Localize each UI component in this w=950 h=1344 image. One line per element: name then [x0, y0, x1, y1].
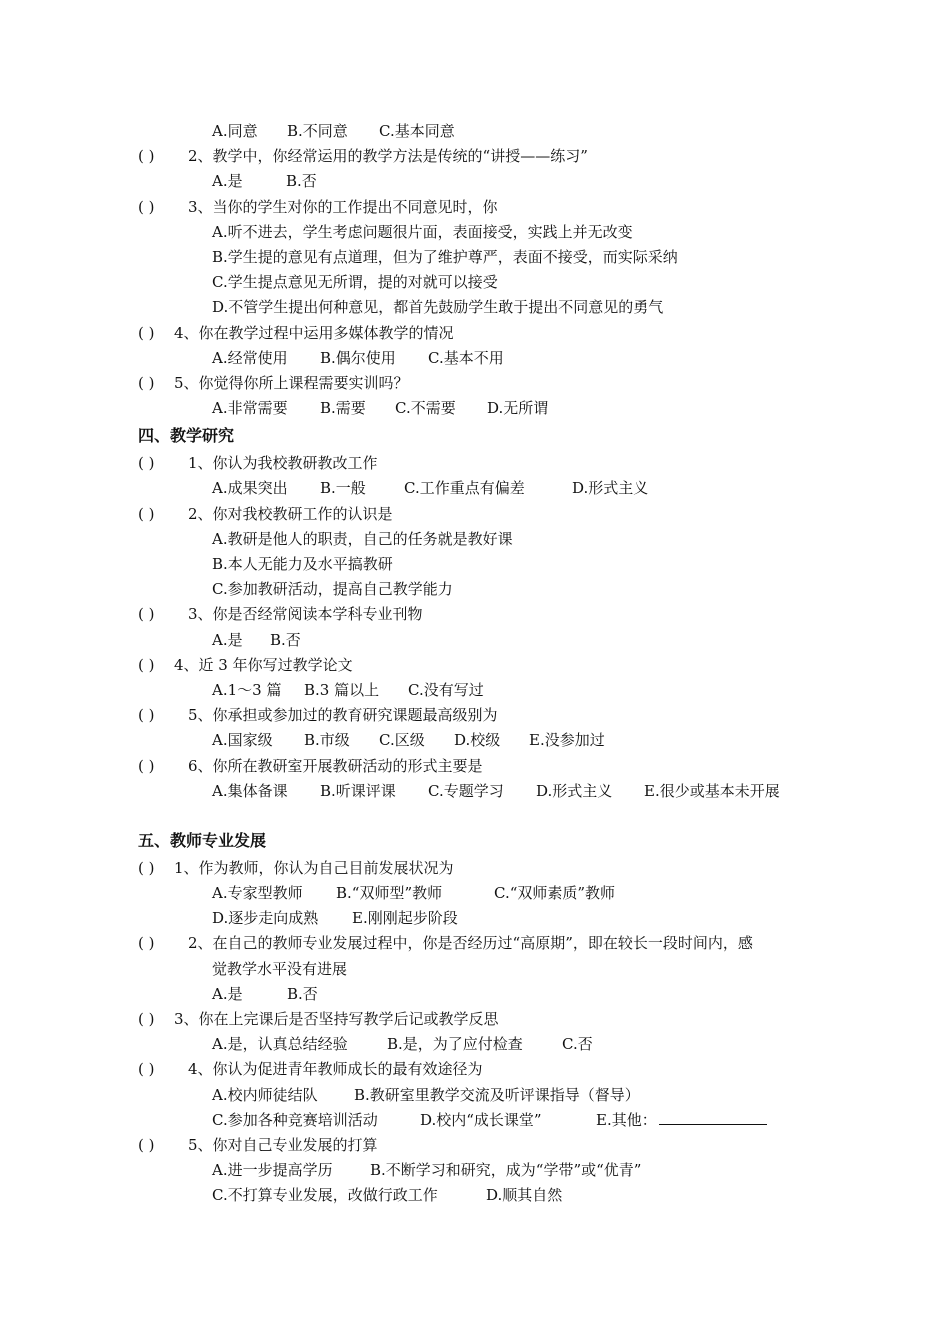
question-line — [138, 321, 838, 346]
options-line — [138, 1183, 838, 1208]
question-line — [138, 602, 838, 627]
answer-parentheses[interactable]: ( ) — [138, 756, 155, 775]
options-line — [138, 476, 838, 501]
answer-parentheses[interactable]: ( ) — [138, 373, 155, 392]
answer-parentheses[interactable]: ( ) — [138, 454, 155, 473]
option: D.逐步走向成熟 — [212, 909, 319, 928]
answer-parentheses[interactable]: ( ) — [138, 323, 155, 342]
option: A.听不进去，学生考虑问题很片面，表面接受，实践上并无改变 — [212, 222, 633, 241]
options-line — [138, 169, 838, 194]
option: A.是 — [212, 172, 243, 191]
option: C.工作重点有偏差 — [404, 479, 525, 498]
option: B.偶尔使用 — [320, 348, 396, 367]
answer-parentheses[interactable]: ( ) — [138, 706, 155, 725]
option: D.不管学生提出何种意见，都首先鼓励学生敢于提出不同意见的勇气 — [212, 298, 664, 317]
option: E.没参加过 — [529, 731, 605, 750]
option: D.校级 — [454, 731, 501, 750]
option: C.学生提点意见无所谓，提的对就可以接受 — [212, 273, 498, 292]
options-line — [138, 1108, 838, 1133]
questionnaire-page — [138, 119, 838, 1209]
option: B.“双师型”教师 — [336, 884, 443, 903]
option: C.参加教研活动，提高自己教学能力 — [212, 580, 453, 599]
question-line — [138, 856, 838, 881]
answer-parentheses[interactable]: ( ) — [138, 147, 155, 166]
question-line — [138, 371, 838, 396]
options-line — [138, 119, 838, 144]
option: B.不断学习和研究，成为“学带”或“优青” — [370, 1161, 642, 1180]
options-line — [138, 396, 838, 421]
option: C.参加各种竞赛培训活动 — [212, 1110, 378, 1129]
option: B.否 — [287, 984, 318, 1003]
question-line — [138, 1007, 838, 1032]
option: B.听课评课 — [320, 781, 396, 800]
answer-parentheses[interactable]: ( ) — [138, 934, 155, 953]
question-text: 3、你是否经常阅读本学科专业刊物 — [188, 605, 423, 624]
option: A.同意 — [212, 122, 258, 140]
options-line — [138, 906, 838, 931]
options-line — [138, 1032, 838, 1057]
option: A.国家级 — [212, 731, 273, 750]
option: B.是，为了应付检查 — [387, 1035, 523, 1054]
fill-in-blank[interactable] — [659, 1110, 767, 1125]
option: D.校内“成长课堂” — [420, 1110, 542, 1129]
question-text: 4、你认为促进青年教师成长的最有效途径为 — [188, 1060, 483, 1079]
option: A.是 — [212, 630, 243, 649]
option: C.基本同意 — [379, 122, 455, 140]
option: A.1～3 篇 — [212, 680, 282, 699]
question-line — [138, 144, 838, 169]
question-line — [138, 195, 838, 220]
question-text: 1、你认为我校教研教改工作 — [188, 454, 378, 473]
answer-parentheses[interactable]: ( ) — [138, 655, 155, 674]
option: E.刚刚起步阶段 — [352, 909, 458, 928]
option: B.一般 — [320, 479, 366, 498]
option: D.顺其自然 — [486, 1186, 563, 1205]
option: D.形式主义 — [572, 479, 649, 498]
option: C.否 — [562, 1035, 593, 1054]
question-text-continued: 觉教学水平没有进展 — [212, 959, 348, 978]
question-line — [138, 653, 838, 678]
spacer — [138, 804, 838, 826]
option: A.教研是他人的职责，自己的任务就是教好课 — [212, 529, 513, 548]
question-line — [138, 451, 838, 476]
option: D.形式主义 — [536, 781, 613, 800]
question-text: 5、你对自己专业发展的打算 — [188, 1135, 378, 1154]
option: D.无所谓 — [487, 399, 549, 418]
option: C.区级 — [379, 731, 425, 750]
question-text: 5、你承担或参加过的教育研究课题最高级别为 — [188, 706, 498, 725]
options-line — [138, 728, 838, 753]
answer-parentheses[interactable]: ( ) — [138, 504, 155, 523]
answer-parentheses[interactable]: ( ) — [138, 197, 155, 216]
answer-parentheses[interactable]: ( ) — [138, 1060, 155, 1079]
answer-parentheses[interactable]: ( ) — [138, 1135, 155, 1154]
options-line — [138, 1158, 838, 1183]
option: A.集体备课 — [212, 781, 288, 800]
question-text: 2、你对我校教研工作的认识是 — [188, 504, 393, 523]
option: B.否 — [270, 630, 301, 649]
section-heading: 四、教学研究 — [138, 426, 235, 446]
question-line — [138, 754, 838, 779]
question-text: 3、你在上完课后是否坚持写教学后记或教学反思 — [174, 1010, 499, 1028]
option: B.本人无能力及水平搞教研 — [212, 555, 393, 573]
option: A.是 — [212, 984, 243, 1003]
answer-parentheses[interactable]: ( ) — [138, 605, 155, 624]
question-line — [138, 1057, 838, 1082]
option: C.不打算专业发展，改做行政工作 — [212, 1186, 438, 1205]
option: A.专家型教师 — [212, 884, 303, 903]
option: A.非常需要 — [212, 399, 288, 418]
options-line — [138, 628, 838, 653]
option: C.不需要 — [395, 399, 456, 418]
option: C.专题学习 — [428, 781, 504, 800]
option: A.成果突出 — [212, 479, 288, 498]
question-line — [138, 1133, 838, 1158]
question-text: 2、在自己的教师专业发展过程中，你是否经历过“高原期”，即在较长一段时间内，感 — [188, 934, 753, 953]
question-line — [138, 931, 838, 956]
option: A.是，认真总结经验 — [212, 1035, 348, 1054]
option: E.很少或基本未开展 — [644, 781, 780, 800]
question-text: 1、作为教师，你认为自己目前发展状况为 — [174, 858, 454, 877]
option: C.没有写过 — [408, 680, 484, 699]
options-line — [138, 678, 838, 703]
option: A.校内师徒结队 — [212, 1085, 318, 1104]
options-line — [138, 982, 838, 1007]
question-text: 3、当你的学生对你的工作提出不同意见时，你 — [188, 197, 498, 216]
options-line — [138, 881, 838, 906]
question-line — [138, 703, 838, 728]
question-text: 4、近 3 年你写过教学论文 — [174, 655, 353, 674]
option: B.市级 — [304, 731, 350, 750]
option: B.否 — [286, 172, 317, 191]
option: A.经常使用 — [212, 348, 288, 367]
section-heading: 五、教师专业发展 — [138, 830, 267, 850]
options-line — [138, 346, 838, 371]
question-text: 4、你在教学过程中运用多媒体教学的情况 — [174, 323, 454, 342]
answer-parentheses[interactable]: ( ) — [138, 1010, 155, 1028]
option: E.其他： — [596, 1110, 657, 1129]
option: B.学生提的意见有点道理，但为了维护尊严，表面不接受，而实际采纳 — [212, 247, 678, 266]
question-line — [138, 502, 838, 527]
question-text: 2、教学中，你经常运用的教学方法是传统的“讲授——练习” — [188, 147, 588, 166]
options-line — [138, 779, 838, 804]
option: A.进一步提高学历 — [212, 1161, 333, 1180]
option: B.3 篇以上 — [304, 680, 380, 699]
option: C.“双师素质”教师 — [494, 884, 616, 903]
option: C.基本不用 — [428, 348, 504, 367]
option: B.需要 — [320, 399, 366, 418]
answer-parentheses[interactable]: ( ) — [138, 858, 155, 877]
option: B.不同意 — [287, 122, 348, 140]
option: B.教研室里教学交流及听评课指导（督导） — [354, 1085, 640, 1104]
options-line — [138, 1083, 838, 1108]
question-text: 5、你觉得你所上课程需要实训吗？ — [174, 373, 409, 392]
question-text: 6、你所在教研室开展教研活动的形式主要是 — [188, 756, 483, 775]
